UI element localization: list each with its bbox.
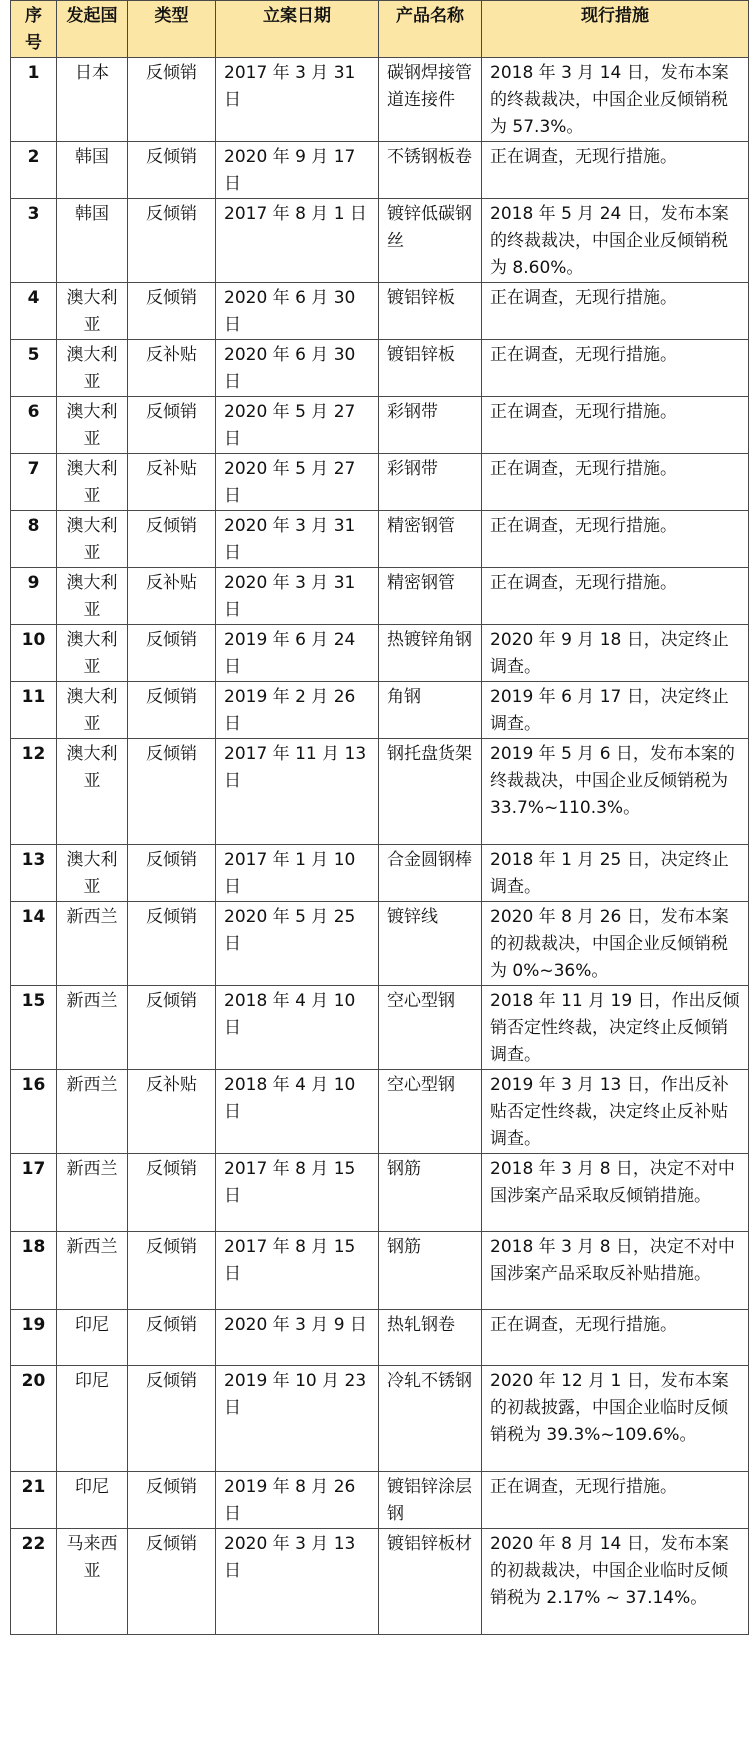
cell-country: 澳大利亚 [57,283,128,340]
cell-seq: 2 [11,142,57,199]
cell-type: 反倾销 [128,1366,216,1472]
cell-measure: 正在调查，无现行措施。 [482,568,749,625]
cell-seq: 16 [11,1070,57,1154]
table-body [11,58,749,1635]
cell-product: 冷轧不锈钢 [379,1366,482,1472]
cell-date: 2019 年 2 月 26 日 [216,682,379,739]
cell-product: 钢托盘货架 [379,739,482,845]
cell-product: 彩钢带 [379,397,482,454]
table-row [11,1366,749,1472]
cell-type: 反倾销 [128,625,216,682]
header-row [11,1,749,58]
cell-measure: 2020 年 8 月 26 日，发布本案的初裁裁决，中国企业反倾销税为 0%~36%。 [482,902,749,986]
cell-date: 2017 年 1 月 10 日 [216,845,379,902]
cell-type: 反倾销 [128,682,216,739]
table-row [11,283,749,340]
cell-country: 新西兰 [57,986,128,1070]
cell-type: 反倾销 [128,1529,216,1635]
cell-type: 反倾销 [128,1232,216,1310]
cell-type: 反补贴 [128,340,216,397]
table-row [11,902,749,986]
table-row [11,1529,749,1635]
cell-country: 印尼 [57,1366,128,1472]
cell-country: 澳大利亚 [57,340,128,397]
cell-seq: 8 [11,511,57,568]
cell-measure: 正在调查，无现行措施。 [482,283,749,340]
table-row [11,845,749,902]
cell-date: 2020 年 3 月 9 日 [216,1310,379,1366]
table-row [11,397,749,454]
table-row [11,1310,749,1366]
cell-seq: 11 [11,682,57,739]
cell-country: 新西兰 [57,1154,128,1232]
cell-date: 2017 年 8 月 15 日 [216,1154,379,1232]
cell-seq: 12 [11,739,57,845]
cell-country: 澳大利亚 [57,511,128,568]
cell-date: 2019 年 6 月 24 日 [216,625,379,682]
cell-country: 新西兰 [57,902,128,986]
table-row [11,199,749,283]
cell-country: 澳大利亚 [57,682,128,739]
cell-measure: 2020 年 8 月 14 日，发布本案的初裁裁决，中国企业临时反倾销税为 2.17% ~ 37.14%。 [482,1529,749,1635]
cell-seq: 22 [11,1529,57,1635]
cell-country: 澳大利亚 [57,454,128,511]
cell-date: 2020 年 9 月 17 日 [216,142,379,199]
cell-product: 镀铝锌板 [379,283,482,340]
cell-seq: 18 [11,1232,57,1310]
cell-product: 碳钢焊接管道连接件 [379,58,482,142]
table-row [11,511,749,568]
cell-product: 不锈钢板卷 [379,142,482,199]
table-row [11,1472,749,1529]
cell-measure: 2018 年 3 月 8 日，决定不对中国涉案产品采取反倾销措施。 [482,1154,749,1232]
cell-date: 2017 年 8 月 1 日 [216,199,379,283]
table-row [11,682,749,739]
cell-type: 反倾销 [128,986,216,1070]
cell-type: 反倾销 [128,397,216,454]
cell-date: 2020 年 3 月 31 日 [216,568,379,625]
cell-type: 反倾销 [128,58,216,142]
cell-date: 2019 年 8 月 26 日 [216,1472,379,1529]
table-row [11,568,749,625]
cell-product: 热镀锌角钢 [379,625,482,682]
cell-date: 2020 年 3 月 31 日 [216,511,379,568]
cell-date: 2018 年 4 月 10 日 [216,1070,379,1154]
cell-country: 澳大利亚 [57,568,128,625]
cell-country: 新西兰 [57,1232,128,1310]
table-row [11,142,749,199]
cell-measure: 2018 年 1 月 25 日，决定终止调查。 [482,845,749,902]
cell-type: 反倾销 [128,739,216,845]
cell-seq: 15 [11,986,57,1070]
cell-measure: 正在调查，无现行措施。 [482,511,749,568]
cell-product: 精密钢管 [379,568,482,625]
cell-seq: 20 [11,1366,57,1472]
header-date: 立案日期 [216,1,379,58]
cell-measure: 2019 年 5 月 6 日，发布本案的终裁裁决，中国企业反倾销税为 33.7%~110.3%。 [482,739,749,845]
cell-type: 反补贴 [128,568,216,625]
cell-product: 精密钢管 [379,511,482,568]
cell-measure: 2019 年 3 月 13 日，作出反补贴否定性终裁，决定终止反补贴调查。 [482,1070,749,1154]
cell-type: 反倾销 [128,902,216,986]
cell-date: 2020 年 5 月 25 日 [216,902,379,986]
cell-date: 2017 年 11 月 13 日 [216,739,379,845]
cell-measure: 正在调查，无现行措施。 [482,1472,749,1529]
cell-country: 韩国 [57,199,128,283]
cell-date: 2020 年 6 月 30 日 [216,340,379,397]
cell-country: 印尼 [57,1472,128,1529]
cell-seq: 17 [11,1154,57,1232]
cell-type: 反倾销 [128,511,216,568]
cell-country: 澳大利亚 [57,845,128,902]
cell-measure: 正在调查，无现行措施。 [482,454,749,511]
cell-seq: 14 [11,902,57,986]
trade-remedy-table [10,0,749,1635]
cell-measure: 2020 年 12 月 1 日，发布本案的初裁披露，中国企业临时反倾销税为 39.3%~109.6%。 [482,1366,749,1472]
cell-measure: 正在调查，无现行措施。 [482,397,749,454]
table-row [11,58,749,142]
cell-product: 钢筋 [379,1154,482,1232]
cell-seq: 13 [11,845,57,902]
cell-country: 印尼 [57,1310,128,1366]
cell-type: 反补贴 [128,1070,216,1154]
cell-date: 2020 年 5 月 27 日 [216,397,379,454]
table-row [11,1232,749,1310]
cell-product: 镀锌低碳钢丝 [379,199,482,283]
cell-type: 反倾销 [128,283,216,340]
cell-seq: 19 [11,1310,57,1366]
cell-country: 韩国 [57,142,128,199]
cell-date: 2020 年 3 月 13 日 [216,1529,379,1635]
cell-country: 澳大利亚 [57,397,128,454]
cell-product: 镀铝锌板材 [379,1529,482,1635]
cell-type: 反倾销 [128,1310,216,1366]
cell-product: 合金圆钢棒 [379,845,482,902]
cell-country: 澳大利亚 [57,625,128,682]
header-country: 发起国 [57,1,128,58]
cell-measure: 正在调查，无现行措施。 [482,142,749,199]
cell-measure: 2018 年 3 月 14 日，发布本案的终裁裁决，中国企业反倾销税为 57.3%。 [482,58,749,142]
cell-measure: 2018 年 3 月 8 日，决定不对中国涉案产品采取反补贴措施。 [482,1232,749,1310]
cell-seq: 6 [11,397,57,454]
cell-product: 镀锌线 [379,902,482,986]
cell-country: 新西兰 [57,1070,128,1154]
cell-seq: 4 [11,283,57,340]
cell-product: 镀铝锌涂层钢 [379,1472,482,1529]
cell-product: 热轧钢卷 [379,1310,482,1366]
table-row [11,340,749,397]
cell-type: 反倾销 [128,1472,216,1529]
table-row [11,1070,749,1154]
table-row [11,625,749,682]
cell-type: 反补贴 [128,454,216,511]
cell-date: 2018 年 4 月 10 日 [216,986,379,1070]
cell-date: 2019 年 10 月 23 日 [216,1366,379,1472]
table-row [11,454,749,511]
cell-product: 镀铝锌板 [379,340,482,397]
header-product: 产品名称 [379,1,482,58]
trade-remedy-table-container [10,0,748,1635]
cell-seq: 7 [11,454,57,511]
cell-seq: 21 [11,1472,57,1529]
cell-date: 2017 年 8 月 15 日 [216,1232,379,1310]
cell-measure: 正在调查，无现行措施。 [482,340,749,397]
cell-type: 反倾销 [128,199,216,283]
cell-product: 彩钢带 [379,454,482,511]
cell-country: 马来西亚 [57,1529,128,1635]
cell-country: 日本 [57,58,128,142]
cell-measure: 正在调查，无现行措施。 [482,1310,749,1366]
cell-type: 反倾销 [128,845,216,902]
cell-measure: 2020 年 9 月 18 日，决定终止调查。 [482,625,749,682]
header-type: 类型 [128,1,216,58]
cell-type: 反倾销 [128,142,216,199]
cell-product: 钢筋 [379,1232,482,1310]
header-measure: 现行措施 [482,1,749,58]
table-row [11,986,749,1070]
cell-country: 澳大利亚 [57,739,128,845]
cell-product: 空心型钢 [379,986,482,1070]
cell-measure: 2019 年 6 月 17 日，决定终止调查。 [482,682,749,739]
cell-seq: 1 [11,58,57,142]
cell-seq: 3 [11,199,57,283]
cell-seq: 10 [11,625,57,682]
cell-date: 2020 年 6 月 30 日 [216,283,379,340]
cell-product: 空心型钢 [379,1070,482,1154]
table-row [11,739,749,845]
header-seq: 序号 [11,1,57,58]
cell-seq: 9 [11,568,57,625]
cell-date: 2017 年 3 月 31 日 [216,58,379,142]
cell-type: 反倾销 [128,1154,216,1232]
cell-product: 角钢 [379,682,482,739]
table-row [11,1154,749,1232]
cell-measure: 2018 年 11 月 19 日，作出反倾销否定性终裁，决定终止反倾销调查。 [482,986,749,1070]
cell-seq: 5 [11,340,57,397]
cell-date: 2020 年 5 月 27 日 [216,454,379,511]
cell-measure: 2018 年 5 月 24 日，发布本案的终裁裁决，中国企业反倾销税为 8.60%。 [482,199,749,283]
